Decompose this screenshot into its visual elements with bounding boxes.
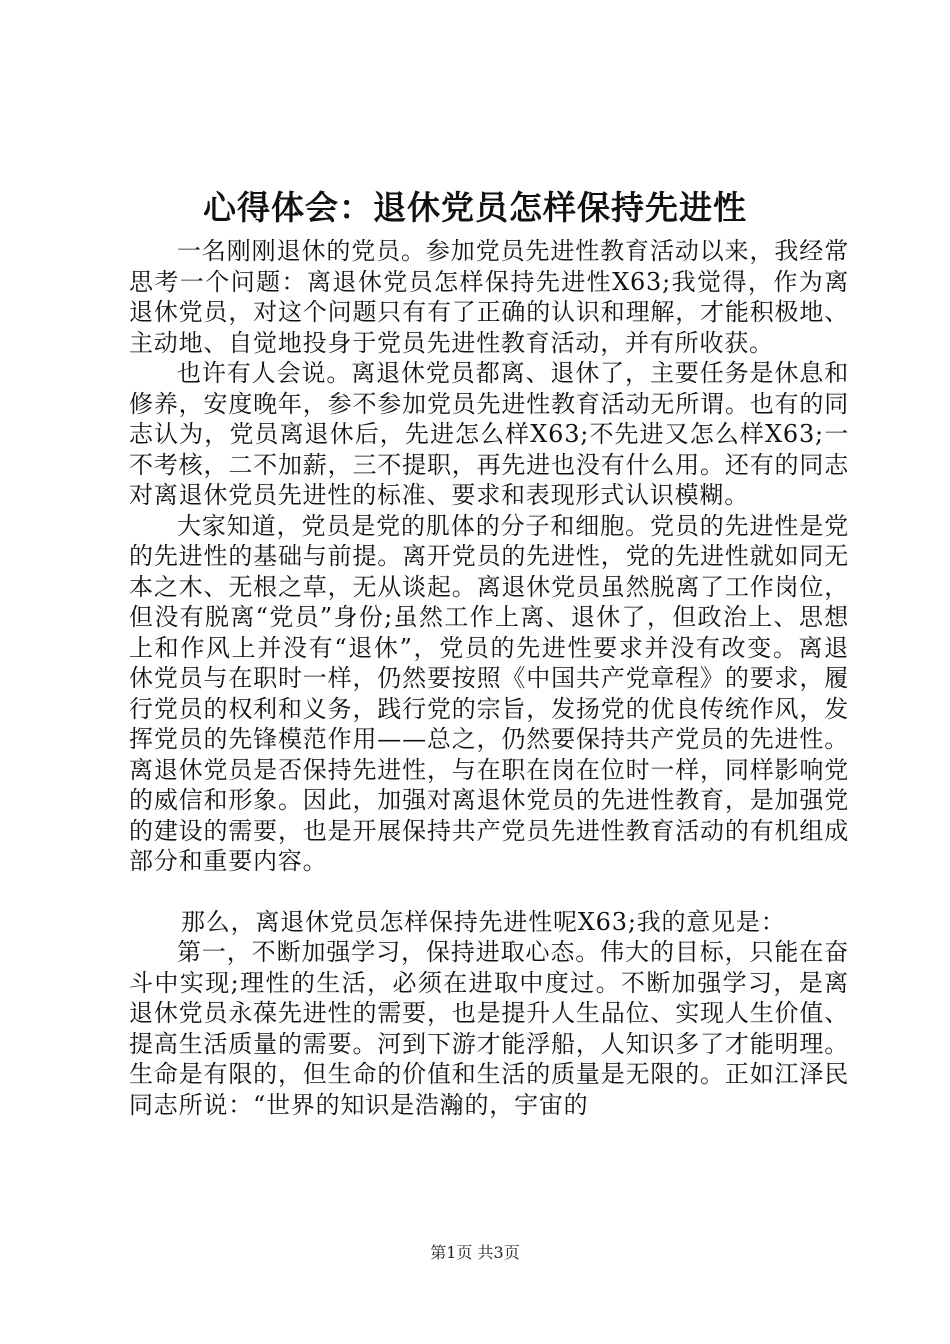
paragraph-5: 第一，不断加强学习，保持进取心态。伟大的目标，只能在奋斗中实现;理性的生活，必须在进取中度过。不断加强学习，是离退休党员永葆先进性的需要，也是提升人生品位、实现人生价值、提高生活质量的需要。河到下游才能浮船，人知识多了才能明理。生命是有限的，但生命的价值和生活的质量是无限的。正如江泽民同志所说：“世界的知识是浩瀚的，宇宙的	[129, 938, 849, 1119]
document-body	[129, 236, 849, 1120]
paragraph-1: 一名刚刚退休的党员。参加党员先进性教育活动以来，我经常思考一个问题：离退休党员怎样保持先进性X63;我觉得，作为离退休党员，对这个问题只有有了正确的认识和理解，才能积极地、主动地、自觉地投身于党员先进性教育活动，并有所收获。	[129, 237, 849, 357]
paragraph-4: 那么，离退休党员怎样保持先进性呢X63;我的意见是：	[181, 907, 786, 936]
paragraph-2: 也许有人会说。离退休党员都离、退休了，主要任务是休息和修养，安度晚年，参不参加党员先进性教育活动无所谓。也有的同志认为，党员离退休后，先进怎么样X63;不先进又怎么样X63;一不考核，二不加薪，三不提职，再先进也没有什么用。还有的同志对离退休党员先进性的标准、要求和表现形式认识模糊。	[129, 359, 849, 509]
paragraph-3: 大家知道，党员是党的肌体的分子和细胞。党员的先进性是党的先进性的基础与前提。离开党员的先进性，党的先进性就如同无本之木、无根之草，无从谈起。离退休党员虽然脱离了工作岗位，但没有脱离“党员”身份;虽然工作上离、退休了，但政治上、思想上和作风上并没有“退休”，党员的先进性要求并没有改变。离退休党员与在职时一样，仍然要按照《中国共产党章程》的要求，履行党员的权利和义务，践行党的宗旨，发扬党的优良传统作风，发挥党员的先锋模范作用——总之，仍然要保持共产党员的先进性。离退休党员是否保持先进性，与在职在岗在位时一样，同样影响党的威信和形象。因此，加强对离退休党员的先进性教育，是加强党的建设的需要，也是开展保持共产党员先进性教育活动的有机组成部分和重要内容。	[129, 511, 849, 875]
document-title: 心得体会：退休党员怎样保持先进性	[203, 188, 747, 227]
page-footer: 第1页 共3页	[430, 1243, 520, 1262]
